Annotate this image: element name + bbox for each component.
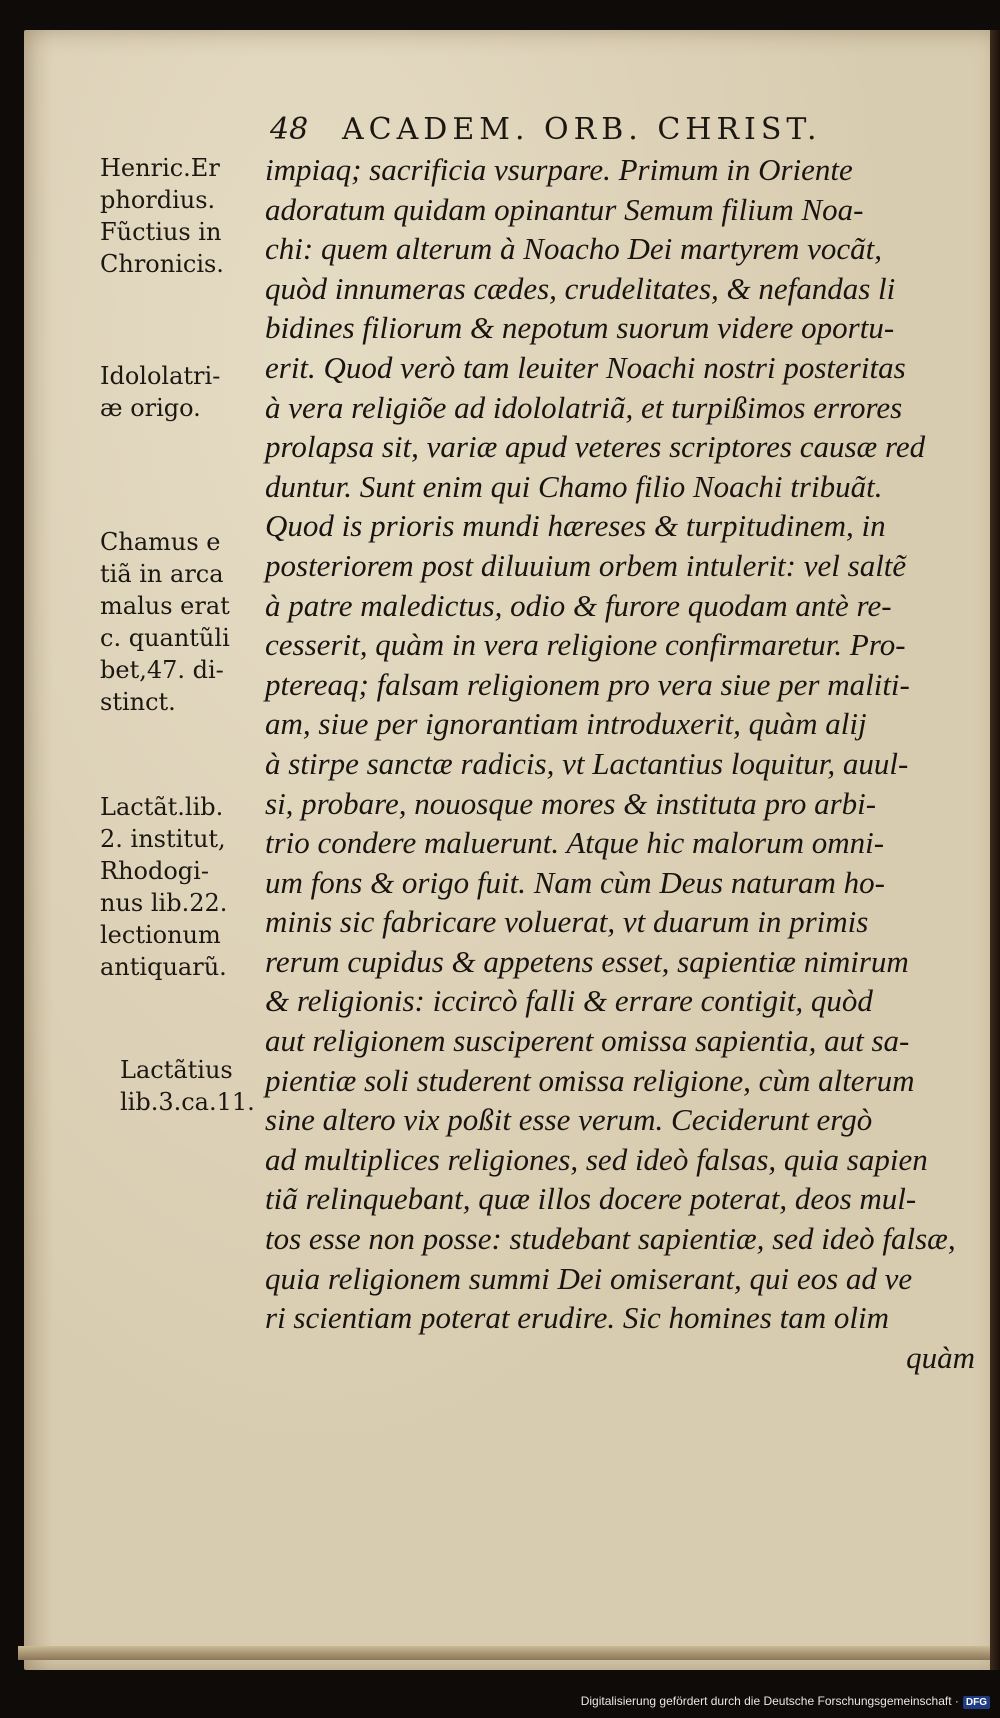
catchword: quàm: [906, 1339, 975, 1375]
text-line: quòd innumeras cædes, crudelitates, & nefandas li: [265, 270, 896, 306]
text-line: minis sic fabricare voluerat, vt duarum in primis: [265, 904, 869, 940]
text-line: ptereaq; falsam religionem pro vera siue per maliti-: [265, 666, 910, 702]
running-title: ACADEM. ORB. CHRIST.: [342, 112, 822, 147]
text-line: um fons & origo fuit. Nam cùm Deus naturam ho-: [265, 864, 885, 900]
text-line: erit. Quod verò tam leuiter Noachi nostri posteritas: [265, 349, 906, 385]
text-line: tos esse non posse: studebant sapientiæ, sed ideò falsæ,: [265, 1221, 956, 1257]
binding-shadow: [990, 30, 1000, 1670]
margin-note: Chamus e tiã in arca malus erat c. quantũli bet,47. di- stinct.: [100, 528, 230, 716]
text-line: trio condere maluerunt. Atque hic malorum omni-: [265, 825, 885, 861]
margin-note: Idololatri- æ origo.: [100, 362, 221, 422]
text-line: & religionis: iccircò falli & errare contigit, quòd: [265, 983, 873, 1019]
page-edge: [18, 1646, 1000, 1660]
text-line: posteriorem post diluuium orbem intulerit: vel saltẽ: [265, 547, 907, 583]
text-line: Quod is prioris mundi hæreses & turpitudinem, in: [265, 508, 886, 544]
text-line: sine altero vix poßit esse verum. Ceciderunt ergò: [265, 1102, 873, 1138]
margin-note: Lactãtius lib.3.ca.11.: [120, 1056, 255, 1116]
text-line: chi: quem alterum à Noacho Dei martyrem vocãt,: [265, 231, 882, 267]
text-line: à stirpe sanctæ radicis, vt Lactantius loquitur, auul-: [265, 745, 909, 781]
text-line: cesserit, quàm in vera religione confirmaretur. Pro-: [265, 627, 906, 663]
text-line: quia religionem summi Dei omiserant, qui eos ad ve: [265, 1260, 913, 1296]
page-number: 48: [270, 112, 309, 147]
dfg-logo: DFG: [963, 1696, 990, 1709]
text-line: duntur. Sunt enim qui Chamo filio Noachi tribuãt.: [265, 468, 883, 504]
text-line: bidines filiorum & nepotum suorum videre oportu-: [265, 310, 895, 346]
text-line: à patre maledictus, odio & furore quodam antè re-: [265, 587, 892, 623]
text-line: prolapsa sit, variæ apud veteres scriptores causæ red: [265, 429, 926, 465]
margin-note: Henric.Er phordius. Fũctius in Chronicis.: [100, 154, 224, 278]
text-line: ri scientiam poterat erudire. Sic homines tam olim: [265, 1300, 889, 1336]
text-line: rerum cupidus & appetens esset, sapientiæ nimirum: [265, 943, 909, 979]
margin-note: Lactãt.lib. 2. institut, Rhodogi- nus lib.22. lectionum antiquarũ.: [100, 793, 228, 981]
text-line: à vera religiõe ad idololatriã, et turpißimos errores: [265, 389, 903, 425]
text-line: pientiæ soli studerent omissa religione, cùm alterum: [265, 1062, 915, 1098]
digitization-credit: [520, 1694, 990, 1714]
text-line: am, siue per ignorantiam introduxerit, quàm alij: [265, 706, 867, 742]
text-line: si, probare, nouosque mores & instituta pro arbi-: [265, 785, 877, 821]
text-line: adoratum quidam opinantur Semum filium Noa-: [265, 191, 864, 227]
text-line: ad multiplices religiones, sed ideò falsas, quia sapien: [265, 1141, 928, 1177]
main-text: [265, 150, 975, 1377]
text-line: aut religionem susciperent omissa sapientia, aut sa-: [265, 1023, 910, 1059]
credit-text: Digitalisierung gefördert durch die Deutsche Forschungsgemeinschaft ·: [580, 1694, 959, 1708]
text-line: tiã relinquebant, quæ illos docere poterat, deos mul-: [265, 1181, 917, 1217]
text-line: impiaq; sacrificia vsurpare. Primum in Oriente: [265, 152, 853, 187]
